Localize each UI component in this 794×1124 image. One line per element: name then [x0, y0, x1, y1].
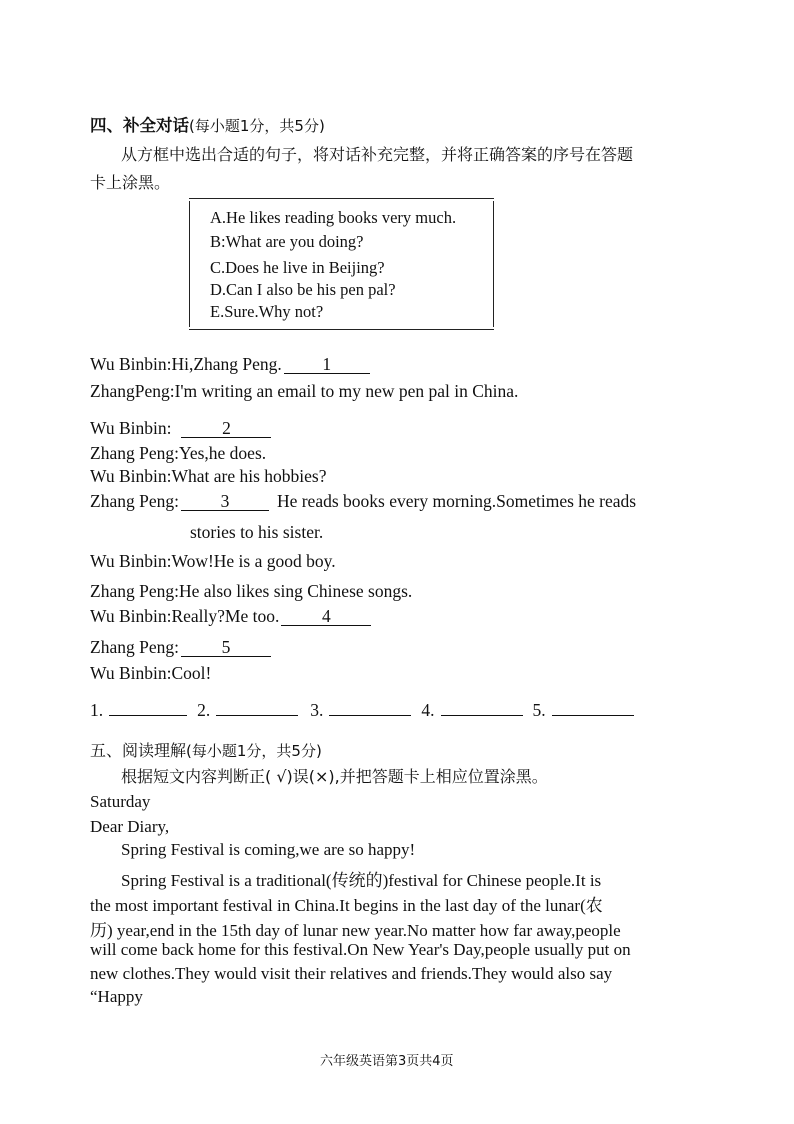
section4-instruction-1: 从方框中选出合适的句子，将对话补充完整，并将正确答案的序号在答题: [121, 145, 634, 164]
dialogue-blank-4: 4: [281, 607, 371, 626]
answer-label-4: 4.: [421, 700, 435, 720]
option-c: C.Does he live in Beijing?: [210, 258, 385, 277]
diary-line-1: Spring Festival is a traditional(传统的)festival for Chinese people.It is: [121, 871, 602, 890]
section4-instruction-2: 卡上涂黑。: [90, 173, 171, 192]
option-b: B:What are you doing?: [210, 232, 364, 251]
section5-note: (每小题1分，共5分): [186, 742, 322, 760]
dialogue-line-12: Wu Binbin:Cool!: [90, 663, 212, 683]
dialogue-blank-1: 1: [284, 355, 370, 374]
answer-blank-5[interactable]: [552, 715, 634, 716]
section5-title: 五、阅读理解: [90, 741, 187, 760]
option-e: E.Sure.Why not?: [210, 302, 324, 321]
answer-row: [90, 700, 634, 721]
answer-label-2: 2.: [197, 700, 211, 720]
dialogue-text-11: Zhang Peng:: [90, 637, 179, 657]
diary-day: Saturday: [90, 792, 151, 811]
answer-label-1: 1.: [90, 700, 104, 720]
dialogue-line-11: [90, 637, 271, 658]
dialogue-line-4: Zhang Peng:Yes,he does.: [90, 443, 267, 463]
diary-line-5: new clothes.They would visit their relatives and friends.They would also say: [90, 964, 613, 983]
answer-blank-2[interactable]: [216, 715, 298, 716]
section4-heading: [90, 112, 325, 136]
diary-line-2: the most important festival in China.It begins in the last day of the lunar(农: [90, 896, 603, 915]
diary-greeting: Dear Diary,: [90, 817, 170, 836]
dialogue-text-6-rest: He reads books every morning.Sometimes he reads: [276, 491, 637, 511]
dialogue-blank-2: 2: [181, 419, 271, 438]
dialogue-text-10: Wu Binbin:Really?Me too.: [90, 606, 280, 626]
option-d: D.Can I also be his pen pal?: [210, 280, 396, 299]
diary-line-3: 历) year,end in the 15th day of lunar new year.No matter how far away,people: [90, 921, 621, 940]
section5-heading: [90, 738, 322, 761]
diary-line-6: “Happy: [90, 987, 143, 1006]
option-a: A.He likes reading books very much.: [210, 208, 457, 227]
answer-label-3: 3.: [310, 700, 324, 720]
section4-title: 四、补全对话: [90, 116, 189, 135]
dialogue-line-5: Wu Binbin:What are his hobbies?: [90, 466, 327, 486]
section5-instruction: 根据短文内容判断正( √)误(×),并把答题卡上相应位置涂黑。: [121, 767, 548, 786]
dialogue-blank-5: 5: [181, 638, 271, 657]
dialogue-line-2: ZhangPeng:I'm writing an email to my new pen pal in China.: [90, 381, 519, 401]
section4-note: (每小题1分，共5分): [189, 117, 325, 135]
answer-label-5: 5.: [532, 700, 546, 720]
dialogue-line-8: Wu Binbin:Wow!He is a good boy.: [90, 551, 336, 571]
dialogue-text-6: Zhang Peng:: [90, 491, 179, 511]
dialogue-line-9: Zhang Peng:He also likes sing Chinese songs.: [90, 581, 413, 601]
page-footer: 六年级英语第3页共4页: [320, 1054, 454, 1069]
dialogue-blank-3: 3: [181, 492, 269, 511]
answer-blank-4[interactable]: [441, 715, 523, 716]
answer-blank-3[interactable]: [329, 715, 411, 716]
dialogue-text-3: Wu Binbin:: [90, 418, 172, 438]
answer-blank-1[interactable]: [109, 715, 187, 716]
dialogue-line-3: [90, 418, 271, 439]
diary-paragraph-1: Spring Festival is coming,we are so happy!: [121, 840, 416, 859]
dialogue-line-7: stories to his sister.: [190, 522, 324, 542]
dialogue-line-6: [90, 491, 636, 512]
options-box: [189, 198, 494, 330]
dialogue-line-1: [90, 354, 370, 375]
dialogue-text-1: Wu Binbin:Hi,Zhang Peng.: [90, 354, 282, 374]
diary-line-4: will come back home for this festival.On New Year's Day,people usually put on: [90, 940, 631, 959]
dialogue-line-10: [90, 606, 371, 627]
